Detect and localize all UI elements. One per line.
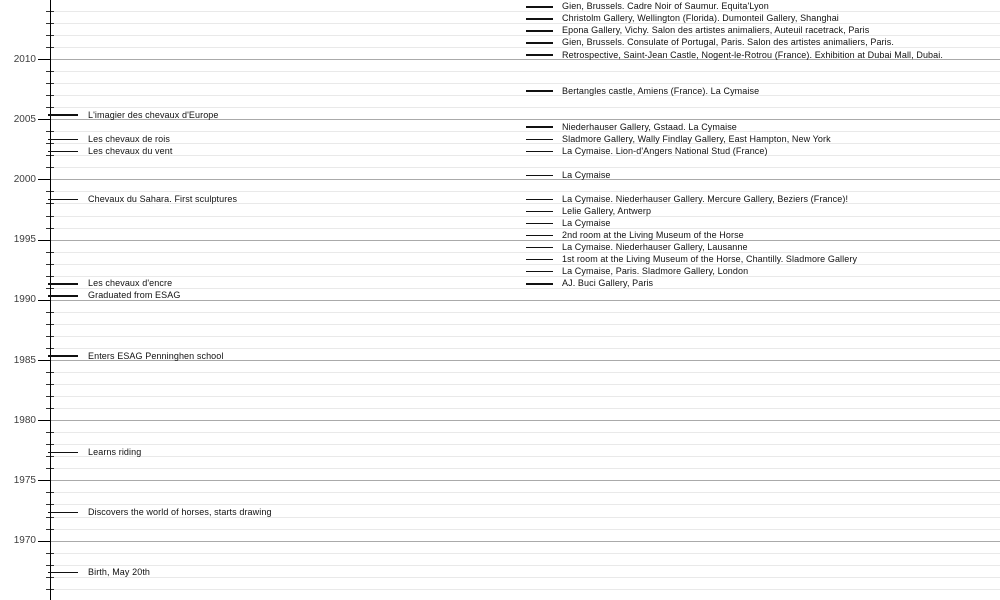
minor-gridline bbox=[50, 312, 1000, 313]
event-tick bbox=[526, 271, 553, 273]
minor-gridline bbox=[50, 577, 1000, 578]
axis-major-tick bbox=[38, 119, 50, 120]
year-label: 1980 bbox=[13, 414, 36, 426]
minor-gridline bbox=[50, 504, 1000, 505]
event-tick bbox=[526, 259, 553, 261]
minor-gridline bbox=[50, 324, 1000, 325]
event-label: 2nd room at the Living Museum of the Horse bbox=[562, 230, 744, 241]
event-tick bbox=[526, 199, 553, 201]
minor-gridline bbox=[50, 348, 1000, 349]
event-tick bbox=[48, 572, 78, 574]
minor-gridline bbox=[50, 143, 1000, 144]
event-label: Gien, Brussels. Consulate of Portugal, Paris. Salon des artistes animaliers, Paris. bbox=[562, 37, 894, 48]
minor-gridline bbox=[50, 228, 1000, 229]
event-tick bbox=[526, 139, 553, 141]
event-label: AJ. Buci Gallery, Paris bbox=[562, 278, 654, 289]
event-tick bbox=[48, 355, 78, 357]
year-label: 1975 bbox=[13, 474, 36, 486]
event-label: La Cymaise. Niederhauser Gallery, Lausanne bbox=[562, 242, 748, 253]
major-gridline bbox=[50, 300, 1000, 301]
minor-gridline bbox=[50, 95, 1000, 96]
minor-gridline bbox=[50, 456, 1000, 457]
minor-gridline bbox=[50, 288, 1000, 289]
year-label: 2010 bbox=[13, 53, 36, 65]
year-label: 1970 bbox=[13, 535, 36, 547]
minor-gridline bbox=[50, 336, 1000, 337]
major-gridline bbox=[50, 420, 1000, 421]
event-tick bbox=[526, 175, 553, 177]
event-tick bbox=[48, 199, 78, 201]
minor-gridline bbox=[50, 11, 1000, 12]
event-label: Sladmore Gallery, Wally Findlay Gallery, East Hampton, New York bbox=[562, 133, 831, 144]
event-tick bbox=[526, 30, 553, 32]
event-tick bbox=[48, 139, 78, 141]
event-label: Christolm Gallery, Wellington (Florida). Dumonteil Gallery, Shanghai bbox=[562, 13, 839, 24]
minor-gridline bbox=[50, 408, 1000, 409]
axis-major-tick bbox=[38, 240, 50, 241]
event-label: Graduated from ESAG bbox=[88, 290, 181, 301]
minor-gridline bbox=[50, 529, 1000, 530]
event-tick bbox=[526, 90, 553, 92]
event-label: Les chevaux de rois bbox=[88, 133, 170, 144]
event-label: La Cymaise. Niederhauser Gallery. Mercure Gallery, Beziers (France)! bbox=[562, 193, 849, 204]
year-label: 1995 bbox=[13, 234, 36, 246]
event-tick bbox=[48, 512, 78, 514]
event-tick bbox=[526, 18, 553, 20]
event-label: La Cymaise bbox=[562, 169, 611, 180]
axis-major-tick bbox=[38, 480, 50, 481]
axis-major-tick bbox=[38, 360, 50, 361]
event-tick bbox=[526, 211, 553, 213]
major-gridline bbox=[50, 240, 1000, 241]
event-tick bbox=[526, 283, 553, 285]
major-gridline bbox=[50, 179, 1000, 180]
event-tick bbox=[48, 151, 78, 153]
minor-gridline bbox=[50, 492, 1000, 493]
axis-spine bbox=[50, 0, 51, 600]
event-label: Birth, May 20th bbox=[88, 567, 151, 578]
minor-gridline bbox=[50, 264, 1000, 265]
event-tick bbox=[526, 151, 553, 153]
major-gridline bbox=[50, 541, 1000, 542]
year-label: 2005 bbox=[13, 113, 36, 125]
axis-major-tick bbox=[38, 59, 50, 60]
event-label: L'imagier des chevaux d'Europe bbox=[88, 109, 219, 120]
axis-major-tick bbox=[38, 300, 50, 301]
event-tick bbox=[526, 6, 553, 8]
minor-gridline bbox=[50, 252, 1000, 253]
event-label: Chevaux du Sahara. First sculptures bbox=[88, 193, 238, 204]
event-label: La Cymaise, Paris. Sladmore Gallery, London bbox=[562, 266, 749, 277]
minor-gridline bbox=[50, 23, 1000, 24]
minor-gridline bbox=[50, 83, 1000, 84]
event-tick bbox=[526, 126, 553, 128]
minor-gridline bbox=[50, 384, 1000, 385]
minor-gridline bbox=[50, 191, 1000, 192]
minor-gridline bbox=[50, 432, 1000, 433]
event-label: Retrospective, Saint-Jean Castle, Nogent-le-Rotrou (France). Exhibition at Dubai Mall, Dubai. bbox=[562, 49, 943, 60]
minor-gridline bbox=[50, 589, 1000, 590]
event-label: Epona Gallery, Vichy. Salon des artistes animaliers, Auteuil racetrack, Paris bbox=[562, 25, 870, 36]
event-tick bbox=[48, 452, 78, 454]
event-label: 1st room at the Living Museum of the Horse, Chantilly. Sladmore Gallery bbox=[562, 254, 858, 265]
event-label: Lelie Gallery, Antwerp bbox=[562, 206, 652, 217]
event-label: La Cymaise bbox=[562, 218, 611, 229]
minor-gridline bbox=[50, 131, 1000, 132]
axis-major-tick bbox=[38, 179, 50, 180]
minor-gridline bbox=[50, 372, 1000, 373]
event-label: Enters ESAG Penninghen school bbox=[88, 350, 224, 361]
minor-gridline bbox=[50, 216, 1000, 217]
event-label: Les chevaux du vent bbox=[88, 145, 173, 156]
event-label: La Cymaise. Lion-d'Angers National Stud (France) bbox=[562, 145, 768, 156]
year-label: 1990 bbox=[13, 294, 36, 306]
event-label: Learns riding bbox=[88, 446, 142, 457]
event-tick bbox=[48, 295, 78, 297]
event-label: Niederhauser Gallery, Gstaad. La Cymaise bbox=[562, 121, 737, 132]
minor-gridline bbox=[50, 444, 1000, 445]
event-label: Gien, Brussels. Cadre Noir of Saumur. Equita'Lyon bbox=[562, 1, 769, 12]
event-label: Les chevaux d'encre bbox=[88, 278, 173, 289]
minor-gridline bbox=[50, 71, 1000, 72]
minor-gridline bbox=[50, 167, 1000, 168]
axis-major-tick bbox=[38, 541, 50, 542]
minor-gridline bbox=[50, 553, 1000, 554]
event-tick bbox=[526, 223, 553, 225]
minor-gridline bbox=[50, 107, 1000, 108]
minor-gridline bbox=[50, 565, 1000, 566]
event-tick bbox=[526, 247, 553, 249]
minor-gridline bbox=[50, 468, 1000, 469]
axis-major-tick bbox=[38, 420, 50, 421]
year-label: 1985 bbox=[13, 354, 36, 366]
minor-gridline bbox=[50, 155, 1000, 156]
minor-gridline bbox=[50, 396, 1000, 397]
major-gridline bbox=[50, 480, 1000, 481]
event-tick bbox=[526, 235, 553, 237]
year-label: 2000 bbox=[13, 173, 36, 185]
minor-gridline bbox=[50, 276, 1000, 277]
event-tick bbox=[526, 42, 553, 44]
event-tick bbox=[48, 283, 78, 285]
event-tick bbox=[48, 114, 78, 116]
event-tick bbox=[526, 54, 553, 56]
event-label: Bertangles castle, Amiens (France). La Cymaise bbox=[562, 85, 760, 96]
event-label: Discovers the world of horses, starts drawing bbox=[88, 507, 272, 518]
